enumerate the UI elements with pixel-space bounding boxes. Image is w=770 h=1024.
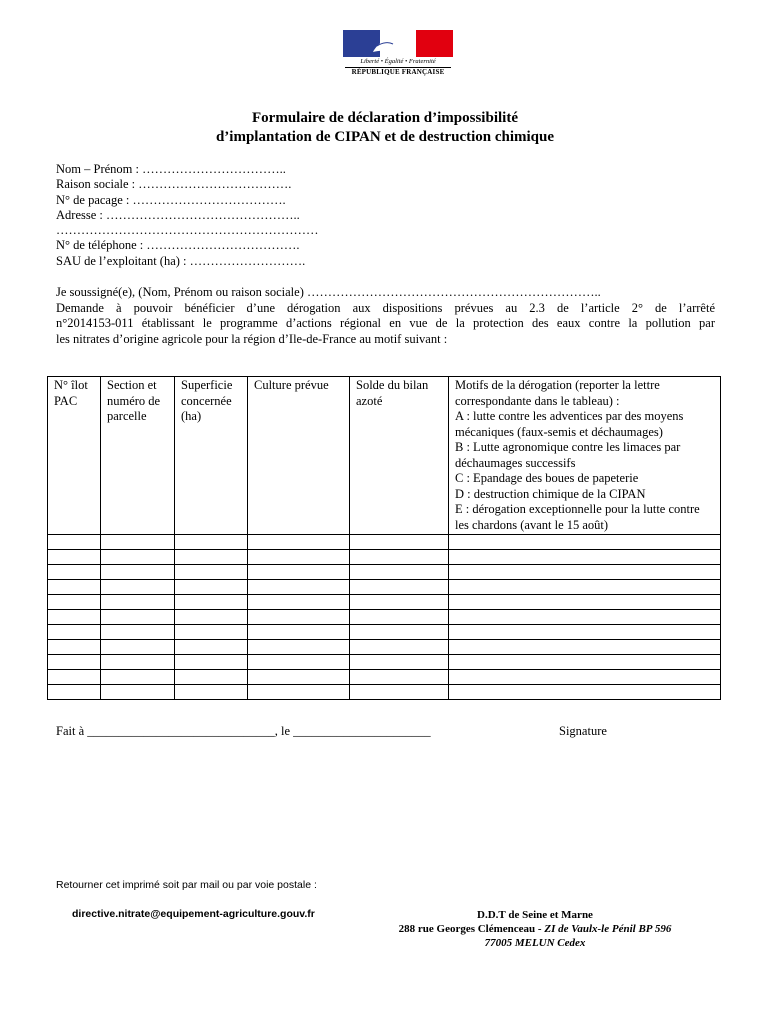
header-solde: Solde du bilan azoté bbox=[350, 377, 449, 535]
table-cell[interactable] bbox=[175, 535, 248, 550]
table-cell[interactable] bbox=[449, 580, 721, 595]
header-superficie: Superficie concernée (ha) bbox=[175, 377, 248, 535]
table-cell[interactable] bbox=[101, 610, 175, 625]
table-row bbox=[48, 685, 721, 700]
table-cell[interactable] bbox=[48, 535, 101, 550]
table-cell[interactable] bbox=[248, 625, 350, 640]
title-line-2: d’implantation de CIPAN et de destruction chimique bbox=[215, 129, 555, 145]
table-cell[interactable] bbox=[101, 670, 175, 685]
table-cell[interactable] bbox=[101, 580, 175, 595]
table-cell[interactable] bbox=[101, 565, 175, 580]
table-cell[interactable] bbox=[350, 580, 449, 595]
table-cell[interactable] bbox=[248, 610, 350, 625]
table-cell[interactable] bbox=[248, 685, 350, 700]
table-cell[interactable] bbox=[350, 595, 449, 610]
table-cell[interactable] bbox=[175, 580, 248, 595]
marianne-icon bbox=[343, 30, 453, 57]
table-cell[interactable] bbox=[48, 670, 101, 685]
table-cell[interactable] bbox=[350, 565, 449, 580]
table-cell[interactable] bbox=[175, 640, 248, 655]
table-cell[interactable] bbox=[350, 625, 449, 640]
contact-email[interactable]: directive.nitrate@equipement-agriculture.gouv.fr bbox=[72, 908, 315, 920]
table-cell[interactable] bbox=[248, 550, 350, 565]
table-cell[interactable] bbox=[248, 640, 350, 655]
paragraph-line-1: Je soussigné(e), (Nom, Prénom ou raison sociale) …………………………………………………………….. bbox=[56, 285, 601, 299]
table-cell[interactable] bbox=[248, 670, 350, 685]
motifs-intro: Motifs de la dérogation (reporter la lettre correspondante dans le tableau) : bbox=[455, 378, 660, 408]
table-cell[interactable] bbox=[101, 625, 175, 640]
table-cell[interactable] bbox=[248, 565, 350, 580]
table-header-row bbox=[48, 377, 721, 535]
signature-line bbox=[56, 724, 726, 739]
table-cell[interactable] bbox=[350, 535, 449, 550]
table-cell[interactable] bbox=[48, 625, 101, 640]
table-cell[interactable] bbox=[350, 610, 449, 625]
table-cell[interactable] bbox=[449, 535, 721, 550]
table-cell[interactable] bbox=[248, 655, 350, 670]
field-pacage[interactable]: N° de pacage : ………………………………. bbox=[56, 192, 286, 207]
table-cell[interactable] bbox=[101, 685, 175, 700]
table-cell[interactable] bbox=[248, 535, 350, 550]
table-row bbox=[48, 550, 721, 565]
table-cell[interactable] bbox=[48, 595, 101, 610]
table-cell[interactable] bbox=[175, 670, 248, 685]
field-adresse[interactable]: Adresse : ……………………………………….. bbox=[56, 207, 300, 222]
logo-motto: Liberté • Égalité • Fraternité bbox=[360, 58, 436, 65]
table-cell[interactable] bbox=[101, 535, 175, 550]
table-cell[interactable] bbox=[449, 565, 721, 580]
paragraph-line-3: n°2014153-011 établissant le programme d’actions régional en vue de la protection des eaux contre la pollution par bbox=[56, 316, 715, 330]
table-row bbox=[48, 595, 721, 610]
table-cell[interactable] bbox=[175, 595, 248, 610]
table-cell[interactable] bbox=[48, 565, 101, 580]
header-culture: Culture prévue bbox=[248, 377, 350, 535]
paragraph-line-4: les nitrates d’origine agricole pour la région d’Ile-de-France au motif suivant : bbox=[56, 331, 448, 346]
table-cell[interactable] bbox=[449, 610, 721, 625]
logo-name: RÉPUBLIQUE FRANÇAISE bbox=[351, 68, 445, 76]
table-cell[interactable] bbox=[175, 655, 248, 670]
table-cell[interactable] bbox=[101, 640, 175, 655]
derogation-table bbox=[47, 376, 721, 700]
motif-d: D : destruction chimique de la CIPAN bbox=[455, 486, 646, 501]
motif-b: B : Lutte agronomique contre les limaces par déchaumages successifs bbox=[455, 440, 681, 470]
table-cell[interactable] bbox=[48, 685, 101, 700]
table-row bbox=[48, 535, 721, 550]
table-cell[interactable] bbox=[175, 610, 248, 625]
table-cell[interactable] bbox=[175, 625, 248, 640]
table-cell[interactable] bbox=[48, 580, 101, 595]
field-raison-sociale[interactable]: Raison sociale : ………………………………. bbox=[56, 177, 292, 192]
form-title bbox=[0, 109, 770, 147]
table-cell[interactable] bbox=[350, 655, 449, 670]
table-cell[interactable] bbox=[248, 595, 350, 610]
table-cell[interactable] bbox=[449, 625, 721, 640]
table-cell[interactable] bbox=[350, 550, 449, 565]
table-cell[interactable] bbox=[175, 685, 248, 700]
field-telephone[interactable]: N° de téléphone : ………………………………. bbox=[56, 238, 300, 253]
return-instructions: Retourner cet imprimé soit par mail ou par voie postale : bbox=[56, 879, 317, 891]
motif-a: A : lutte contre les adventices par des moyens mécaniques (faux-semis et déchaumages) bbox=[455, 409, 684, 439]
address-street bbox=[360, 922, 710, 936]
field-nom[interactable]: Nom – Prénom : …………………………….. bbox=[56, 162, 286, 176]
table-cell[interactable] bbox=[449, 655, 721, 670]
table-cell[interactable] bbox=[449, 640, 721, 655]
address-city: 77005 MELUN Cedex bbox=[484, 937, 586, 949]
field-sau[interactable]: SAU de l’exploitant (ha) : ………………………. bbox=[56, 253, 306, 268]
table-row bbox=[48, 670, 721, 685]
table-cell[interactable] bbox=[449, 550, 721, 565]
republique-francaise-logo bbox=[343, 30, 453, 80]
address-street-zi: ZI de Vaulx-le Pénil BP 596 bbox=[544, 923, 672, 935]
header-motifs bbox=[449, 377, 721, 535]
table-row bbox=[48, 610, 721, 625]
table-cell[interactable] bbox=[48, 655, 101, 670]
paragraph-line-2: Demande à pouvoir bénéficier d’une dérogation aux dispositions prévues au 2.3 de l’article 2° de l’arrêté bbox=[56, 300, 715, 315]
table-row bbox=[48, 580, 721, 595]
header-section: Section et numéro de parcelle bbox=[101, 377, 175, 535]
address-street-main: 288 rue Georges Clémenceau - bbox=[398, 923, 545, 935]
table-cell[interactable] bbox=[101, 655, 175, 670]
fait-a-field[interactable]: Fait à ______________________________, le ______________________ bbox=[56, 724, 431, 738]
header-ilot: N° îlot PAC bbox=[48, 377, 101, 535]
motif-c: C : Epandage des boues de papeterie bbox=[455, 471, 639, 485]
table-row bbox=[48, 640, 721, 655]
address-org: D.D.T de Seine et Marne bbox=[477, 909, 593, 921]
table-cell[interactable] bbox=[101, 595, 175, 610]
table-cell[interactable] bbox=[101, 550, 175, 565]
motif-e: E : dérogation exceptionnelle pour la lutte contre les chardons (avant le 15 août) bbox=[455, 502, 700, 532]
table-cell[interactable] bbox=[175, 565, 248, 580]
postal-address bbox=[360, 908, 710, 950]
declaration-paragraph bbox=[56, 285, 715, 347]
signature-label: Signature bbox=[559, 724, 607, 738]
table-cell[interactable] bbox=[350, 670, 449, 685]
table-cell[interactable] bbox=[449, 685, 721, 700]
table-cell[interactable] bbox=[449, 670, 721, 685]
table-cell[interactable] bbox=[48, 550, 101, 565]
table-cell[interactable] bbox=[175, 550, 248, 565]
table-cell[interactable] bbox=[350, 640, 449, 655]
table-row bbox=[48, 565, 721, 580]
table-cell[interactable] bbox=[48, 610, 101, 625]
title-line-1: Formulaire de déclaration d’impossibilité bbox=[252, 110, 518, 126]
table-cell[interactable] bbox=[48, 640, 101, 655]
table-cell[interactable] bbox=[248, 580, 350, 595]
table-cell[interactable] bbox=[449, 595, 721, 610]
table-row bbox=[48, 655, 721, 670]
table-cell[interactable] bbox=[350, 685, 449, 700]
table-row bbox=[48, 625, 721, 640]
field-adresse-cont[interactable]: ……………………………………………………… bbox=[56, 223, 319, 238]
applicant-fields bbox=[56, 162, 319, 269]
